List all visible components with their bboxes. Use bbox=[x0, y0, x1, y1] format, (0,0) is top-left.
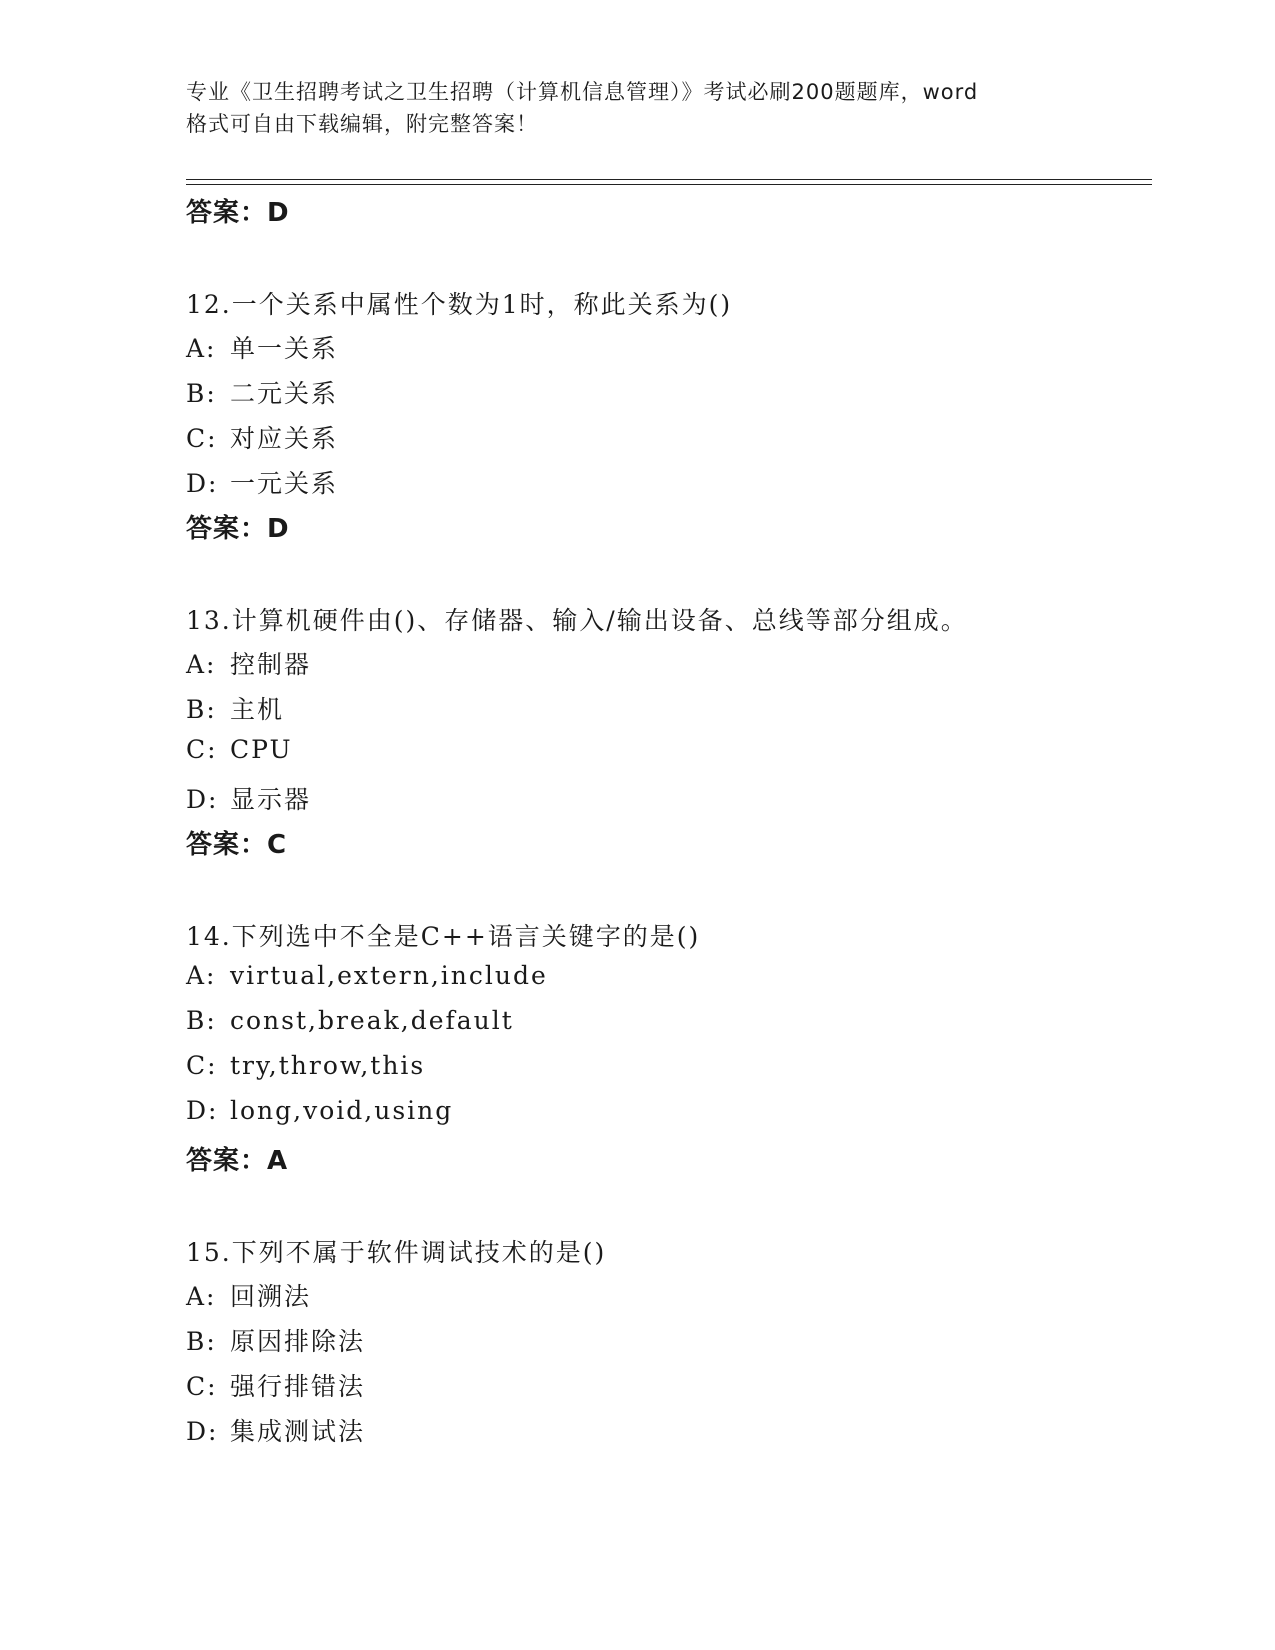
option-text: 回溯法 bbox=[230, 1282, 312, 1311]
question-13-option-b bbox=[186, 690, 284, 726]
option-text: 对应关系 bbox=[230, 424, 339, 453]
question-13: 13.计算机硬件由()、存储器、输入/输出设备、总线等部分组成。 bbox=[186, 606, 968, 635]
question-15-option-d bbox=[186, 1412, 365, 1448]
question-12-option-d bbox=[186, 464, 338, 500]
option-text: long,void,using bbox=[230, 1096, 454, 1125]
option-text: 一元关系 bbox=[230, 469, 339, 498]
option-text: virtual,extern,include bbox=[230, 961, 548, 990]
question-13-option-c bbox=[186, 735, 293, 764]
option-text: 强行排错法 bbox=[230, 1372, 366, 1401]
option-text: const,break,default bbox=[230, 1006, 514, 1035]
option-text: try,throw,this bbox=[230, 1051, 426, 1080]
option-key: A: bbox=[186, 334, 217, 363]
question-13-answer: 答案：C bbox=[186, 830, 288, 860]
option-key: B: bbox=[186, 379, 217, 408]
previous-answer: 答案：D bbox=[186, 198, 290, 228]
question-13-option-a bbox=[186, 645, 311, 681]
question-14-option-c bbox=[186, 1051, 425, 1080]
question-12-option-b bbox=[186, 374, 338, 410]
question-15: 15.下列不属于软件调试技术的是() bbox=[186, 1238, 607, 1267]
option-text: 原因排除法 bbox=[230, 1327, 366, 1356]
question-12-answer: 答案：D bbox=[186, 514, 290, 544]
option-key: D: bbox=[186, 469, 219, 498]
question-15-option-a bbox=[186, 1277, 311, 1313]
header-line-1: 专业《卫生招聘考试之卫生招聘（计算机信息管理）》考试必刷200题题库，word bbox=[186, 80, 979, 104]
option-key: C: bbox=[186, 1372, 218, 1401]
question-15-option-b bbox=[186, 1322, 365, 1358]
option-key: B: bbox=[186, 1327, 217, 1356]
question-12-option-c bbox=[186, 419, 338, 455]
option-text: 集成测试法 bbox=[230, 1417, 366, 1446]
option-text: 单一关系 bbox=[230, 334, 339, 363]
option-text: 主机 bbox=[230, 695, 285, 724]
question-12-option-a bbox=[186, 329, 338, 365]
header-line-2: 格式可自由下载编辑，附完整答案！ bbox=[186, 112, 538, 136]
option-key: C: bbox=[186, 1051, 218, 1080]
option-text: CPU bbox=[230, 735, 293, 764]
option-key: A: bbox=[186, 650, 217, 679]
option-key: A: bbox=[186, 961, 217, 990]
header-divider-top bbox=[186, 179, 1152, 180]
option-text: 二元关系 bbox=[230, 379, 339, 408]
option-key: C: bbox=[186, 424, 218, 453]
option-key: B: bbox=[186, 695, 217, 724]
question-15-option-c bbox=[186, 1367, 365, 1403]
question-12: 12.一个关系中属性个数为1时，称此关系为() bbox=[186, 290, 733, 319]
question-14: 14.下列选中不全是C++语言关键字的是() bbox=[186, 922, 701, 951]
option-key: A: bbox=[186, 1282, 217, 1311]
header-divider-bottom bbox=[186, 184, 1152, 185]
option-text: 控制器 bbox=[230, 650, 312, 679]
option-key: D: bbox=[186, 1096, 219, 1125]
question-14-answer: 答案：A bbox=[186, 1146, 289, 1176]
question-13-option-d bbox=[186, 780, 311, 816]
option-key: D: bbox=[186, 1417, 219, 1446]
document-header bbox=[186, 76, 1086, 140]
question-14-option-a bbox=[186, 961, 548, 990]
question-14-option-d bbox=[186, 1096, 453, 1125]
option-key: B: bbox=[186, 1006, 217, 1035]
option-key: C: bbox=[186, 735, 218, 764]
question-14-option-b bbox=[186, 1006, 514, 1035]
option-text: 显示器 bbox=[230, 785, 312, 814]
option-key: D: bbox=[186, 785, 219, 814]
